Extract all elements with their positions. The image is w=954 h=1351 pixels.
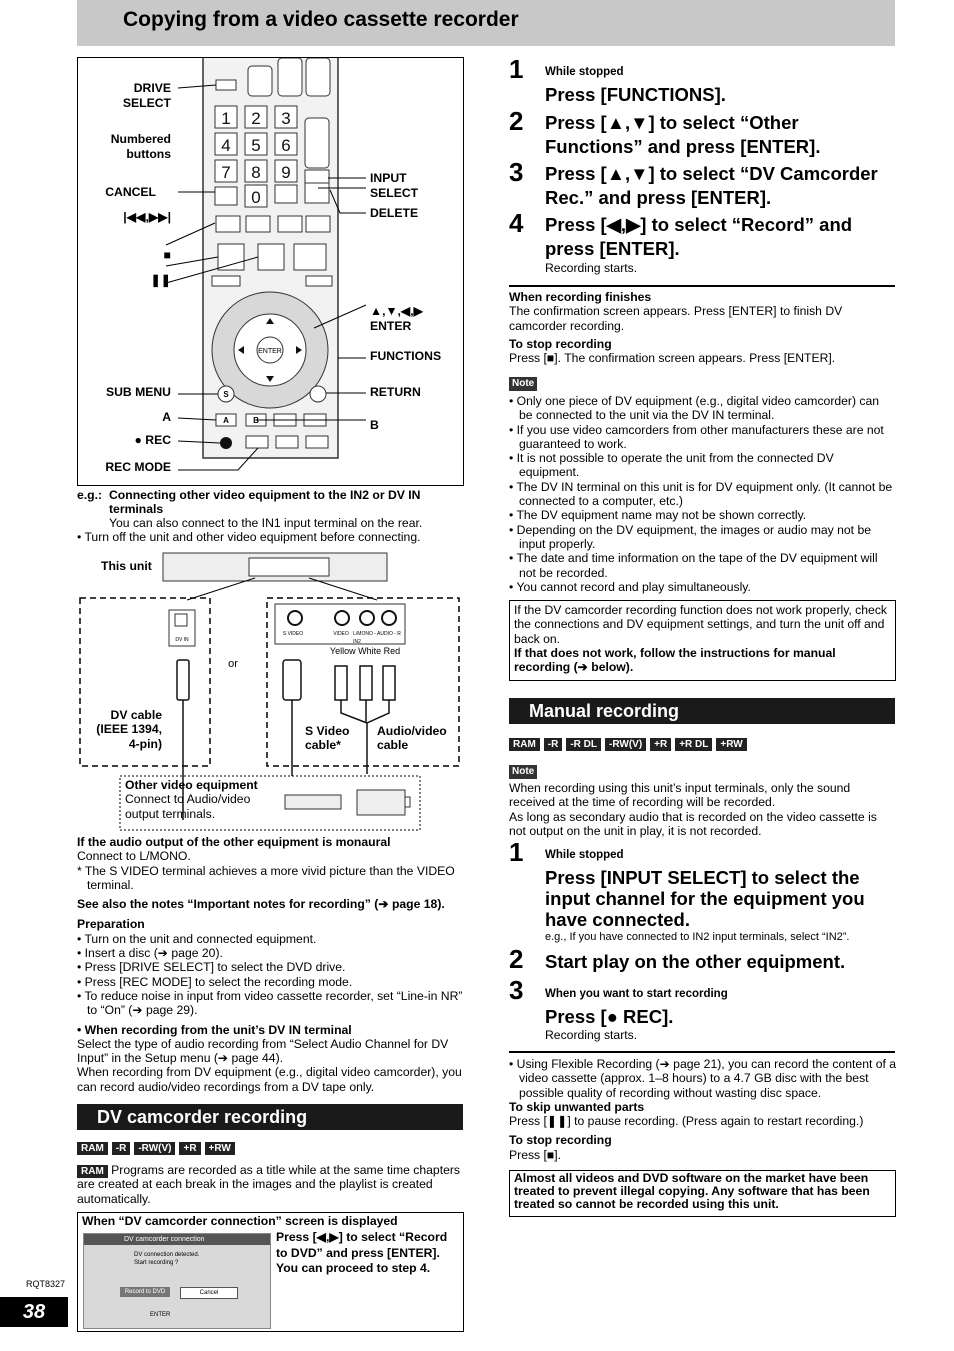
dv-screen: DV camcorder connection DV connection detected. Start recording ? Record to DVD Cancel ENTER bbox=[83, 1233, 271, 1329]
finish-block: When recording finishes The confirmation screen appears. Press [ENTER] to finish DV camcorder recording. To stop recording Press [■]. The confirmation screen appears. Press [ENTER]. bbox=[509, 290, 843, 366]
label-cancel: CANCEL bbox=[105, 185, 156, 199]
dv-cable-label: DV cable (IEEE 1394, 4-pin) bbox=[96, 708, 162, 751]
dv-section-title: DV camcorder recording bbox=[77, 1104, 463, 1130]
step-2-text: Press [▲,▼] to select “Other Functions” and press [ENTER]. bbox=[545, 112, 821, 157]
label-pause: ❚❚ bbox=[150, 273, 171, 287]
video-label: VIDEO bbox=[333, 631, 349, 637]
svg-text:9: 9 bbox=[281, 163, 291, 182]
label-arrows: ▲,▼,◀,▶ ENTER bbox=[370, 304, 424, 333]
cancel-button[interactable]: Cancel bbox=[180, 1287, 238, 1299]
step-4-text: Press [◀,▶] to select “Record” and press [ENTER]. bbox=[545, 214, 853, 259]
manual-step-3-number: 3 bbox=[509, 975, 524, 1005]
label-sub-menu: SUB MENU bbox=[105, 385, 171, 399]
step-1-text: Press [FUNCTIONS]. bbox=[545, 84, 726, 105]
dv-ram-text: RAM Programs are recorded as a title while at the same time chapters are created at each break in the images and the playlist is created automatically. bbox=[77, 1163, 461, 1206]
label-rec-mode: REC MODE bbox=[105, 460, 171, 474]
yellow-white-red: Yellow White Red bbox=[329, 646, 401, 656]
label-b: B bbox=[370, 418, 379, 432]
remote-diagram bbox=[77, 57, 464, 486]
manual-tips: • Using Flexible Recording (➔ page 21), you can record the content of a video cassette (approx. 1–8 hours) to a 4.7 GB disc with the best possible quality of recording without wasting disc space. To skip unwanted parts Press [❚❚] to pause recording. (Press again to restart recording.) To stop recording Press [■]. bbox=[509, 1057, 897, 1162]
dv-connection-box: When “DV camcorder connection” screen is displayed DV camcorder connection DV connection detected. Start recording ? Record to DVD Cancel ENTER Press [◀,▶] to select “Record to DVD” and press [ENTER]. You can proceed to step 4. bbox=[77, 1212, 464, 1332]
document-code: RQT8327 bbox=[26, 1279, 66, 1289]
step-3-text: Press [▲,▼] to select “DV Camcorder Rec.” and press [ENTER]. bbox=[545, 163, 878, 208]
manual-step-2-number: 2 bbox=[509, 944, 524, 974]
this-unit-label: This unit bbox=[101, 559, 152, 573]
eg-title: Connecting other video equipment to the IN2 or DV IN terminals bbox=[109, 488, 421, 517]
left-text: If the audio output of the other equipment is monaural Connect to L/MONO. * The S VIDEO terminal achieves a more vivid picture than the VIDEO terminal. See also the notes “Important notes for recording” (➔ page 18). Preparation • Turn on the unit and connected equipment. • Insert a disc (➔ page 20). • Press [DRIVE SELECT] to select the DVD drive. • Press [REC MODE] to select the recording mode. • To reduce noise in input from video cassette recorder, set “Line-in NR” to “On” (➔ page 29). • When recording from the unit’s DV IN terminal Select the type of audio recording from “Select Audio Channel for DV Input” in the Setup menu (➔ page 44). When recording from DV equipment (e.g., digital video camcorder), you can record audio/video recordings from a DV tape only. bbox=[77, 835, 467, 1094]
prep-item: • Turn on the unit and connected equipment. bbox=[77, 931, 317, 946]
manual-note: Note When recording using this unit’s input terminals, only the sound received at the time of recording will be recorded. As long as secondary audio that is recorded on the video cassette is not output on the unit in play, it is not recorded. bbox=[509, 766, 877, 838]
label-rec: ● REC bbox=[134, 433, 171, 447]
warning-box: If the DV camcorder recording function does not work properly, check the connections and DV equipment settings, and turn the unit off and back on. If that does not work, follow the instructions for manual recording (➔ below). bbox=[509, 600, 896, 681]
label-functions: FUNCTIONS bbox=[370, 349, 442, 363]
copy-protection-box: Almost all videos and DVD software on the market have been treated to prevent illegal copying. Any software that has been treated so cannot be recorded using this unit. bbox=[509, 1170, 896, 1217]
svg-text:ENTER: ENTER bbox=[258, 348, 282, 355]
notes-block: Note • Only one piece of DV equipment (e.g., digital video camcorder) can be connected to the unit via the DV IN terminal. • If you use video camcorders from other manufacturers these are not guaranteed to work. • It is not possible to operate the unit from the connected DV equipment. • The DV IN terminal on this unit is for DV equipment only. (It cannot be connected to a computer, etc.) • The DV equipment name may not be shown correctly. • Depending on the DV equipment, the images or audio may not be input properly. • The date and time information on the tape of the DV equipment will not be recorded. • You cannot record and play simultaneously. bbox=[509, 378, 893, 594]
label-a: A bbox=[162, 410, 171, 424]
in2-label: IN2 bbox=[353, 639, 361, 645]
eg-lead: e.g.: bbox=[77, 488, 103, 502]
label-drive-select: DRIVE SELECT bbox=[122, 81, 171, 110]
or-label: or bbox=[228, 658, 238, 670]
svg-text:5: 5 bbox=[251, 136, 261, 155]
step-3-number: 3 bbox=[509, 157, 524, 187]
manual-step-1-number: 1 bbox=[509, 837, 524, 867]
record-to-dvd-button[interactable]: Record to DVD bbox=[120, 1287, 170, 1297]
rule bbox=[509, 1051, 895, 1053]
other-equipment-label: Other video equipment Connect to Audio/video output terminals. bbox=[125, 778, 258, 821]
svg-text:A: A bbox=[223, 416, 229, 425]
prep-item: • Insert a disc (➔ page 20). bbox=[77, 946, 223, 961]
label-skip: |◀◀,▶▶| bbox=[123, 210, 171, 224]
page-header bbox=[77, 0, 895, 46]
svg-text:2: 2 bbox=[251, 109, 261, 128]
prep-item: • To reduce noise in input from video cassette recorder, set “Line-in NR” to “On” (➔ page 29). bbox=[77, 988, 463, 1018]
prep-item: • Press [DRIVE SELECT] to select the DVD drive. bbox=[77, 960, 346, 975]
svg-text:0: 0 bbox=[251, 188, 261, 207]
step-4-number: 4 bbox=[509, 208, 524, 238]
manual-section-title: Manual recording bbox=[509, 698, 895, 724]
step-1-number: 1 bbox=[509, 54, 524, 84]
svg-text:1: 1 bbox=[221, 109, 231, 128]
step-2-number: 2 bbox=[509, 106, 524, 136]
eg-bullet: • Turn off the unit and other video equipment before connecting. bbox=[77, 530, 421, 544]
rule bbox=[509, 285, 895, 287]
svg-text:7: 7 bbox=[221, 163, 231, 182]
label-numbered-buttons: Numbered buttons bbox=[110, 132, 171, 161]
manual-step-3-text: Press [● REC]. bbox=[545, 1006, 674, 1027]
prep-item: • Press [REC MODE] to select the recording mode. bbox=[77, 974, 353, 989]
page-number: 38 bbox=[0, 1297, 68, 1327]
manual-disc-tags: RAM -R -R DL -RW(V) +R +R DL +RW bbox=[509, 738, 747, 751]
label-delete: DELETE bbox=[370, 206, 419, 220]
svg-text:B: B bbox=[253, 416, 259, 425]
svg-text:3: 3 bbox=[281, 109, 291, 128]
label-return: RETURN bbox=[370, 385, 421, 399]
label-stop: ■ bbox=[163, 248, 171, 262]
dv-disc-tags: RAM -R -RW(V) +R +RW bbox=[77, 1142, 235, 1155]
av-cable-label: Audio/video cable bbox=[377, 724, 447, 753]
s-video-cable-label: S Video cable* bbox=[305, 724, 350, 753]
svg-text:6: 6 bbox=[281, 136, 291, 155]
svg-text:8: 8 bbox=[251, 163, 261, 182]
screen-enter: ENTER bbox=[150, 1312, 171, 1318]
svg-text:S: S bbox=[223, 390, 229, 399]
manual-step-1-text: Press [INPUT SELECT] to select the input channel for the equipment you have connected. bbox=[545, 867, 865, 930]
eg-sub: You can also connect to the IN1 input terminal on the rear. bbox=[109, 516, 423, 530]
audio-label: L/MONO - AUDIO - R bbox=[353, 631, 401, 637]
dv-in-label: DV IN bbox=[175, 637, 189, 643]
page-title: Copying from a video cassette recorder bbox=[123, 8, 519, 31]
svg-text:4: 4 bbox=[221, 136, 231, 155]
label-input-select: INPUT SELECT bbox=[370, 171, 419, 200]
manual-step-2-text: Start play on the other equipment. bbox=[545, 951, 846, 972]
s-video-label: S VIDEO bbox=[282, 631, 304, 637]
